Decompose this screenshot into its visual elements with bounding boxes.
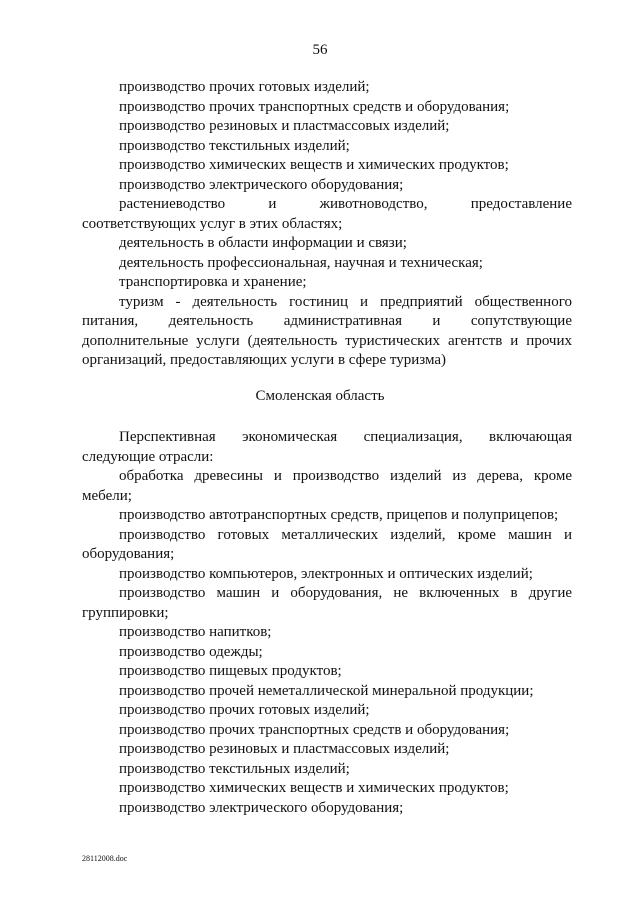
list-item: производство прочей неметаллической минеральной продукции; [119, 682, 534, 699]
paragraph-intro: Перспективная экономическая специализация, включающая [119, 429, 572, 445]
section-1-list [82, 78, 572, 371]
list-item: производство прочих транспортных средств и оборудования; [119, 98, 510, 115]
list-item-continuation: мебели; [82, 487, 132, 504]
list-item: производство электрического оборудования; [119, 799, 404, 816]
list-item-continuation: питания, деятельность административная и сопутствующие [82, 313, 572, 329]
list-item: производство автотранспортных средств, прицепов и полуприцепов; [119, 507, 559, 523]
list-item-continuation: соответствующих услуг в этих областях; [82, 215, 343, 232]
page-number: 56 [312, 42, 328, 58]
list-item: производство текстильных изделий; [119, 760, 350, 777]
list-item: производство готовых металлических изделий, кроме машин и [119, 526, 572, 543]
list-item: транспортировка и хранение; [119, 274, 307, 290]
list-item-continuation: оборудования; [82, 546, 175, 562]
list-item: деятельность профессиональная, научная и техническая; [119, 254, 483, 271]
list-item: производство текстильных изделий; [119, 137, 350, 154]
list-item: производство резиновых и пластмассовых изделий; [119, 118, 450, 134]
list-item: растениеводство и животноводство, предоставление [119, 196, 572, 212]
section-heading: Смоленская область [255, 388, 385, 404]
file-name-footer: 28112008.doc [82, 854, 128, 863]
list-item: производство машин и оборудования, не включенных в другие [119, 585, 572, 601]
list-item: производство химических веществ и химических продуктов; [119, 157, 509, 173]
list-item: производство пищевых продуктов; [119, 663, 342, 679]
list-item-continuation: дополнительные услуги (деятельность туристических агентств и прочих [82, 332, 572, 349]
list-item: производство одежды; [119, 643, 263, 660]
list-item: обработка древесины и производство изделий из дерева, кроме [119, 468, 572, 484]
list-item: производство напитков; [119, 624, 272, 640]
list-item: производство компьютеров, электронных и оптических изделий; [119, 565, 533, 582]
list-item: производство резиновых и пластмассовых изделий; [119, 741, 450, 757]
paragraph-intro-continuation: следующие отрасли: [82, 448, 214, 465]
list-item: производство электрического оборудования; [119, 176, 404, 193]
list-item: производство химических веществ и химических продуктов; [119, 780, 509, 796]
section-2-list [82, 428, 572, 818]
list-item: производство прочих готовых изделий; [119, 79, 370, 95]
list-item: туризм - деятельность гостиниц и предприятий общественного [119, 293, 572, 310]
list-item: производство прочих готовых изделий; [119, 702, 370, 718]
list-item-continuation: группировки; [82, 604, 169, 621]
list-item-continuation: организаций, предоставляющих услуги в сфере туризма) [82, 352, 447, 368]
list-item: деятельность в области информации и связи; [119, 235, 407, 251]
list-item: производство прочих транспортных средств и оборудования; [119, 721, 510, 738]
